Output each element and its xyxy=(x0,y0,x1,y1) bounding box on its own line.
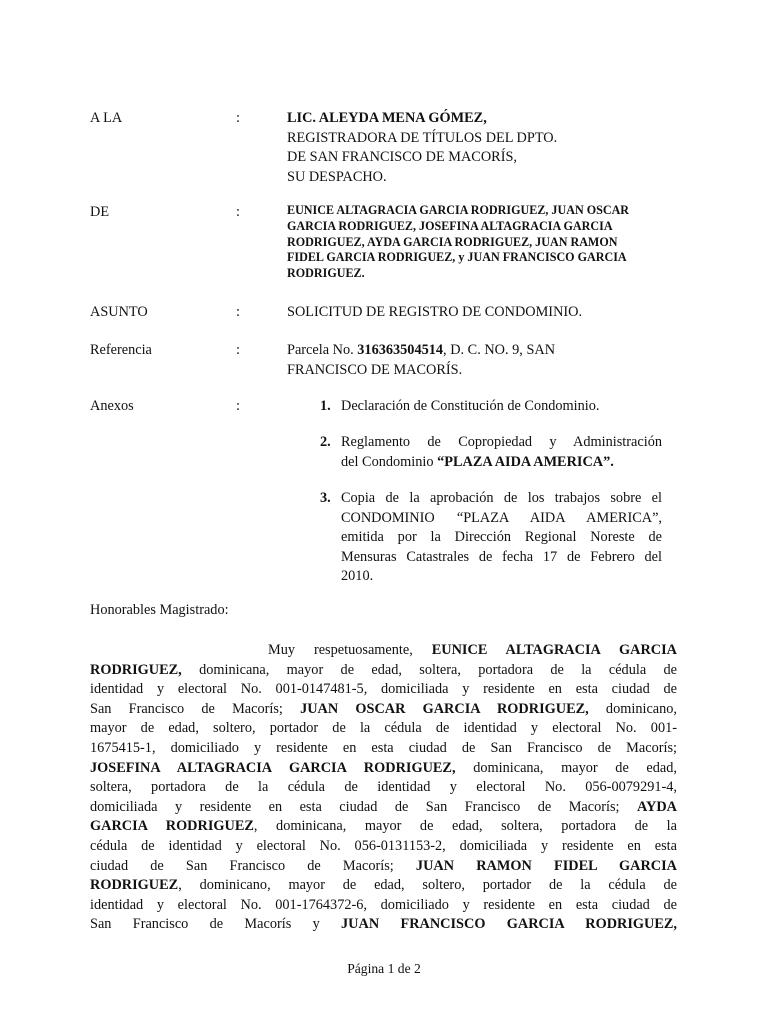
subject-colon: : xyxy=(236,304,240,320)
to-colon: : xyxy=(236,110,240,126)
annex-text: del Condominio xyxy=(341,453,438,470)
body-line: JOSEFINA ALTAGRACIA GARCIA RODRIGUEZ, dominicana, mayor de edad, xyxy=(90,759,677,776)
reference-label: Referencia xyxy=(90,342,152,358)
reference-value xyxy=(287,341,672,380)
subject-value: SOLICITUD DE REGISTRO DE CONDOMINIO. xyxy=(287,304,583,320)
reference-suffix: , D. C. NO. 9, SAN xyxy=(443,342,556,358)
annexes-label: Anexos xyxy=(90,398,134,414)
from-label: DE xyxy=(90,204,110,220)
annex-item-2 xyxy=(320,433,662,472)
annex-number: 3. xyxy=(320,490,331,506)
body-line: GARCIA RODRIGUEZ, dominicana, mayor de edad, soltera, portadora de la xyxy=(90,818,677,835)
annex-text: emitida por la Dirección Regional Noreste de xyxy=(341,529,662,545)
sender-line: RODRIGUEZ. xyxy=(287,266,365,281)
reference-prefix: Parcela No. xyxy=(287,342,358,358)
condominium-name: “PLAZA AIDA AMERICA”. xyxy=(437,453,614,470)
body-paragraph xyxy=(90,641,677,935)
reference-line2: FRANCISCO DE MACORÍS. xyxy=(287,361,463,378)
body-line: San Francisco de Macorís; JUAN OSCAR GARCIA RODRIGUEZ, dominicano, xyxy=(90,700,678,717)
recipient-title: REGISTRADORA DE TÍTULOS DEL DPTO. xyxy=(287,129,558,146)
sender-line: GARCIA RODRIGUEZ, JOSEFINA ALTAGRACIA GARCIA xyxy=(287,218,613,233)
body-line: cédula de identidad y electoral No. 056-0131153-2, domiciliada y residente en esta xyxy=(90,837,677,854)
body-line: domiciliada y residente en esta ciudad de San Francisco de Macorís; AYDA xyxy=(90,798,677,815)
from-colon: : xyxy=(236,204,240,220)
to-recipient xyxy=(287,109,672,187)
reference-colon: : xyxy=(236,342,240,358)
annex-number: 1. xyxy=(320,398,331,414)
annex-text: Declaración de Constitución de Condominio. xyxy=(341,398,600,414)
body-line: 1675415-1, domiciliado y residente en esta ciudad de San Francisco de Macorís; xyxy=(90,739,677,756)
body-line: mayor de edad, soltero, portador de la cédula de identidad y electoral No. 001- xyxy=(90,720,677,737)
to-label: A LA xyxy=(90,110,123,126)
parcel-number: 316363504514 xyxy=(357,342,444,358)
body-line: RODRIGUEZ, dominicano, mayor de edad, soltero, portador de la cédula de xyxy=(90,877,677,894)
annex-text: CONDOMINIO “PLAZA AIDA AMERICA”, xyxy=(341,509,662,526)
salutation: Honorables Magistrado: xyxy=(90,602,229,618)
body-line: San Francisco de Macorís y JUAN FRANCISCO GARCIA RODRIGUEZ, xyxy=(90,916,677,933)
body-line: identidad y electoral No. 001-1764372-6, domiciliado y residente en esta ciudad de xyxy=(90,896,677,913)
recipient-location: DE SAN FRANCISCO DE MACORÍS, xyxy=(287,149,517,165)
annex-text: Copia de la aprobación de los trabajos sobre el xyxy=(341,490,662,506)
recipient-name: LIC. ALEYDA MENA GÓMEZ, xyxy=(287,110,487,126)
sender-line: FIDEL GARCIA RODRIGUEZ, y JUAN FRANCISCO GARCIA xyxy=(287,250,627,265)
body-line: RODRIGUEZ, dominicana, mayor de edad, soltera, portadora de la cédula de xyxy=(90,661,677,678)
annexes-colon: : xyxy=(236,398,240,414)
from-senders xyxy=(287,203,672,282)
subject-label: ASUNTO xyxy=(90,304,148,320)
body-line: Muy respetuosamente, EUNICE ALTAGRACIA GARCIA xyxy=(268,642,677,658)
annex-text: Mensuras Catastrales de fecha 17 de Febrero del xyxy=(341,548,662,565)
annex-text: Reglamento de Copropiedad y Administración xyxy=(341,434,662,450)
body-line: ciudad de San Francisco de Macorís; JUAN RAMON FIDEL GARCIA xyxy=(90,857,678,874)
annex-text: 2010. xyxy=(341,568,374,584)
annex-item-3 xyxy=(320,489,662,587)
annex-item-1 xyxy=(320,397,662,417)
recipient-office: SU DESPACHO. xyxy=(287,168,387,185)
body-line: soltera, portadora de la cédula de identidad y electoral No. 056-0079291-4, xyxy=(90,779,677,796)
sender-line: EUNICE ALTAGRACIA GARCIA RODRIGUEZ, JUAN OSCAR xyxy=(287,203,630,217)
page-number: Página 1 de 2 xyxy=(347,961,421,976)
sender-line: RODRIGUEZ, AYDA GARCIA RODRIGUEZ, JUAN RAMON xyxy=(287,234,618,249)
body-line: identidad y electoral No. 001-0147481-5, domiciliada y residente en esta ciudad de xyxy=(90,681,677,698)
annex-number: 2. xyxy=(320,434,331,450)
